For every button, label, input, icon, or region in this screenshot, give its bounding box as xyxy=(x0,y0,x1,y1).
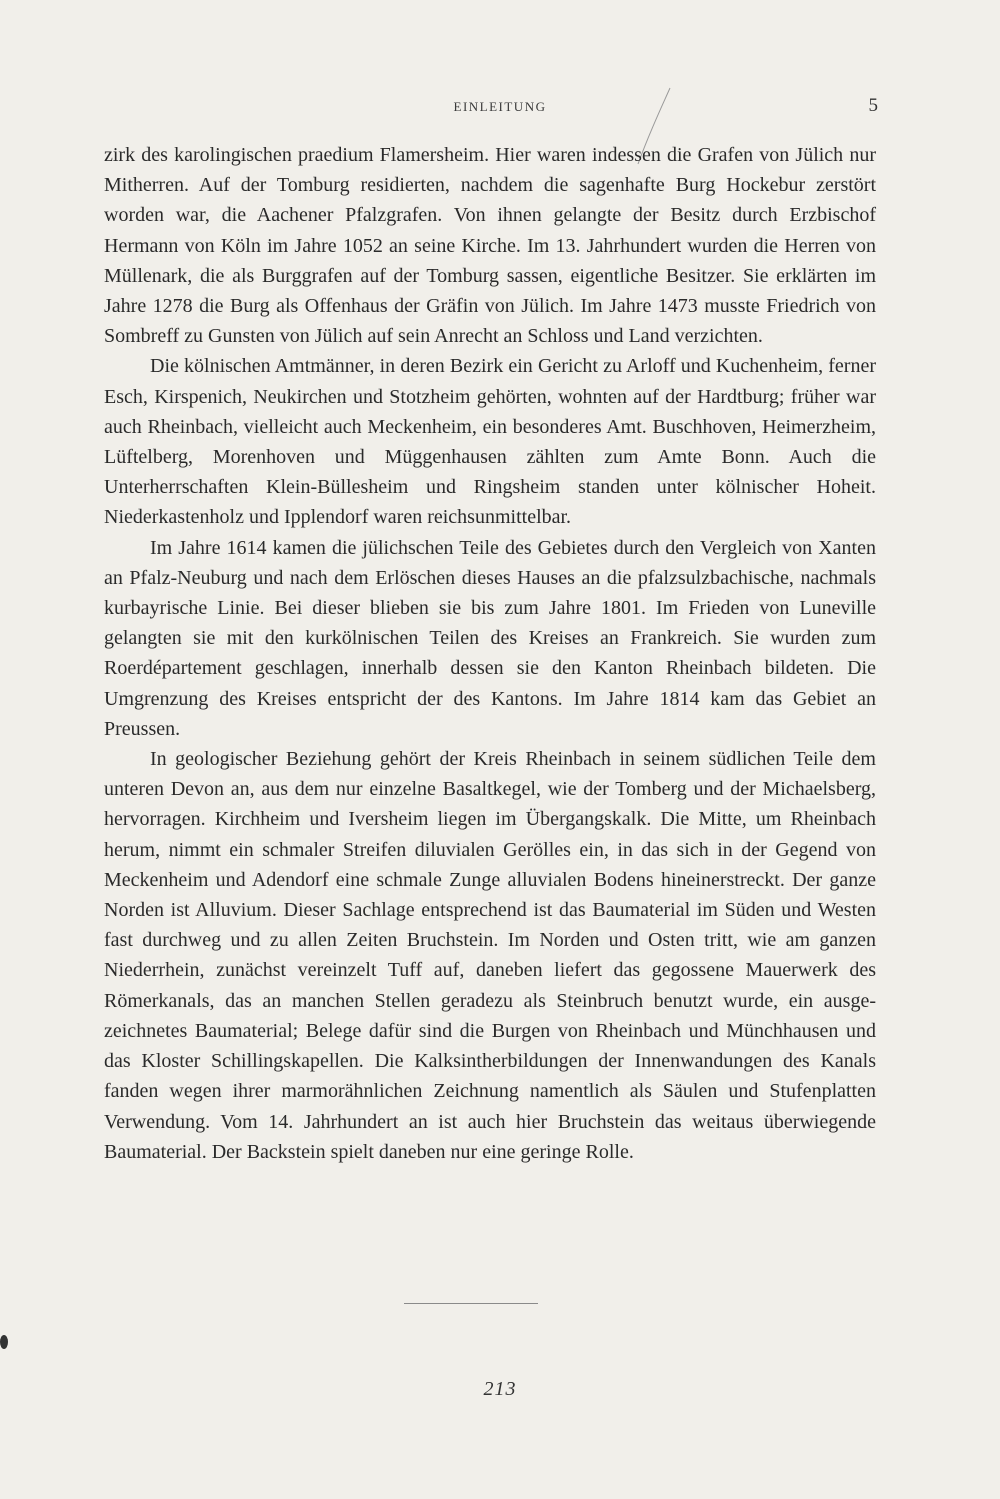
sheet-number: 213 xyxy=(483,1378,517,1400)
end-rule-divider xyxy=(404,1303,538,1304)
running-title: EINLEITUNG xyxy=(453,99,547,114)
paragraph: Die kölnischen Amtmänner, in deren Bezirk ein Gericht zu Arloff und Kuchenheim, ferner Esch, Kirspenich, Neukirchen und Stotzheim gehörten, wohnten auf der Hardtburg; früher war auch Rheinbach, vielleicht auch Meckenheim, ein besonderes Amt. Buschhoven, Heimerzheim, Lüftelberg, Morenhoven und Müggenhausen zählten zum Amte Bonn. Auch die Unterherrschaften Klein-Büllesheim und Ringsheim standen unter kölnischer Hoheit. Niederkastenholz und Ipplendorf waren reichsunmittelbar. xyxy=(104,355,876,529)
running-header xyxy=(0,95,1000,119)
paragraph: In geologischer Beziehung gehört der Kreis Rheinbach in seinem südlichen Teile dem unteren Devon an, aus dem nur einzelne Basaltkegel, wie der Tomberg und der Michaelsberg, hervorragen. Kirchheim und Iversheim liegen im Übergangskalk. Die Mitte, um Rheinbach herum, nimmt ein schmaler Streifen diluvialen Gerölles ein, in das sich in der Gegend von Meckenheim und Adendorf eine schmale Zunge alluvialen Bodens hineinerstreckt. Der ganze Norden ist Alluvium. Dieser Sachlage entsprechend ist das Baumaterial im Süden und Westen fast durchweg und zu allen Zeiten Bruchstein. Im Norden und Osten tritt, wie am ganzen Niederrhein, zunächst vereinzelt Tuff auf, daneben liefert das gegossene Mauerwerk des Römerkanals, das an manchen Stellen geradezu als Steinbruch benutzt wurde, ein ausgezeichnetes Baumaterial; Belege dafür sind die Burgen von Rheinbach und Münchhausen und das Kloster Schillingskapellen. Die Kalksintherbildungen der Innenwandungen des Kanals fanden wegen ihrer marmorähnlichen Zeichnung namentlich als Säulen und Stufenplatten Verwendung. Vom 14. Jahrhundert an ist auch hier Bruchstein das weitaus überwiegende Baumaterial. Der Backstein spielt daneben nur eine geringe Rolle. xyxy=(104,748,876,1163)
margin-ink-dot-icon xyxy=(0,1335,8,1349)
paragraph: zirk des karolingischen praedium Flamersheim. Hier waren indessen die Grafen von Jülich nur Mitherren. Auf der Tomburg residierten, nachdem die sagenhafte Burg Hockebur zerstört worden war, die Aachener Pfalzgrafen. Von ihnen gelangte der Besitz durch Erzbischof Hermann von Köln im Jahre 1052 an seine Kirche. Im 13. Jahrhundert wurden die Herren von Müllenark, die als Burggrafen auf der Tomburg sassen, eigentliche Besitzer. Sie erklärten im Jahre 1278 die Burg als Offenhaus der Gräfin von Jülich. Im Jahre 1473 musste Friedrich von Sombreff zu Gunsten von Jülich auf sein Anrecht an Schloss und Land verzichten. xyxy=(104,144,876,348)
page-number: 5 xyxy=(868,95,878,116)
body-text xyxy=(104,140,876,1167)
paragraph: Im Jahre 1614 kamen die jülichschen Teile des Gebietes durch den Vergleich von Xanten an Pfalz-Neuburg und nach dem Erlöschen dieses Hauses an die pfalzsulzbachische, nachmals kurbayrische Linie. Bei dieser blieben sie bis zum Jahre 1801. Im Frieden von Luneville gelangten sie mit den kurkölnischen Teilen des Kreises an Frankreich. Sie wurden zum Roerdépartement geschlagen, innerhalb dessen sie den Kanton Rheinbach bildeten. Die Umgrenzung des Kreises entspricht der des Kantons. Im Jahre 1814 kam das Gebiet an Preussen. xyxy=(104,536,876,740)
